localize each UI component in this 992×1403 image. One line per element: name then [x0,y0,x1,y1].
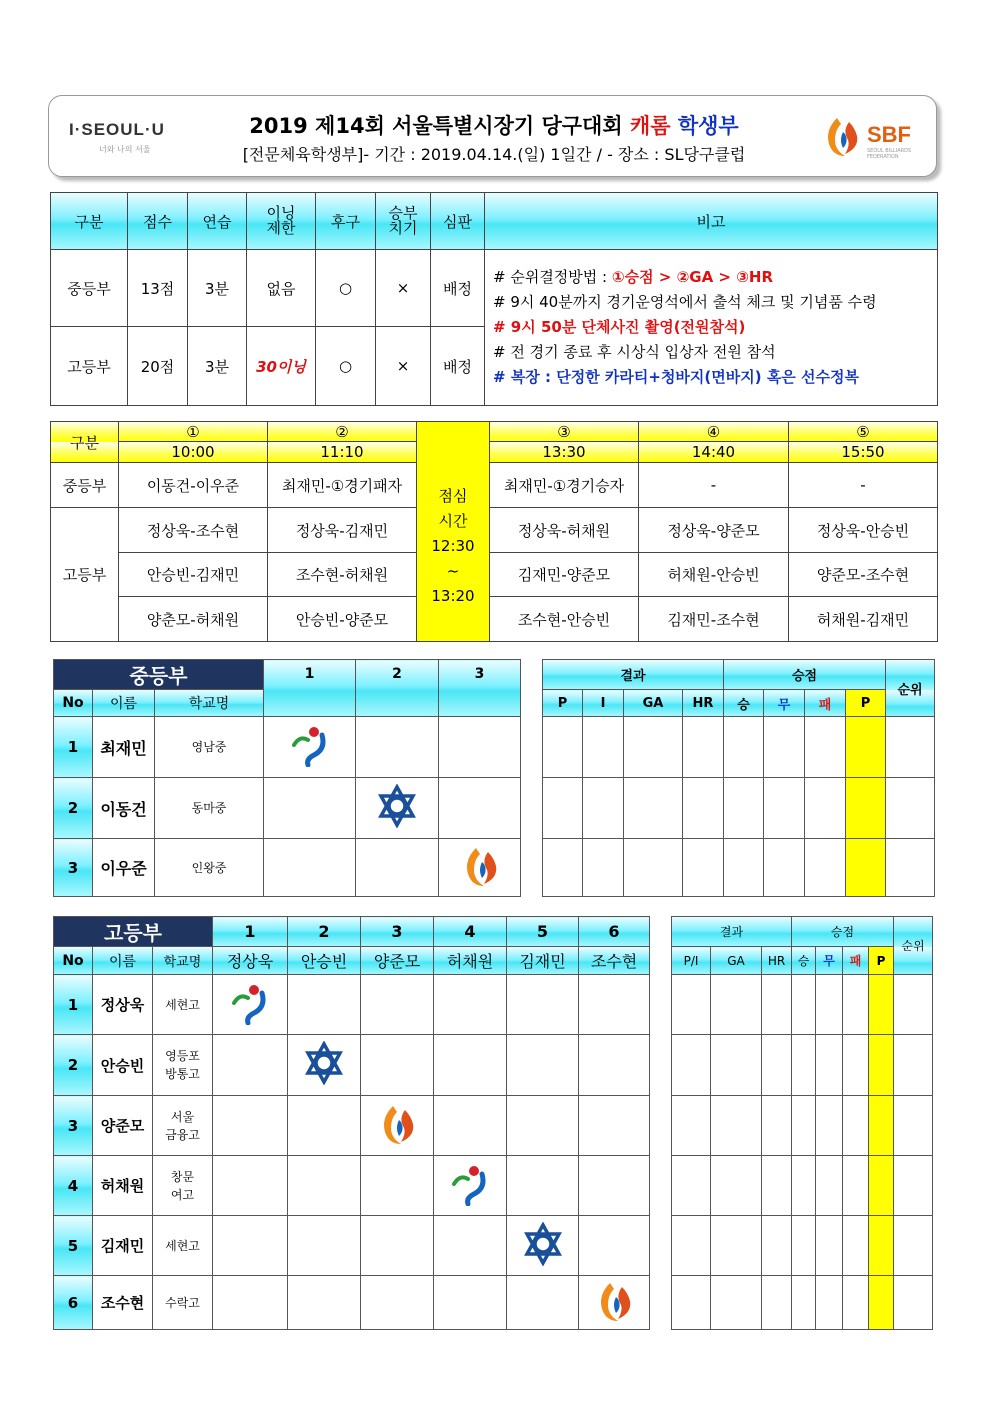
school-line-2: 여고 [170,1187,195,1202]
lunch-label-1: 점심 [438,487,468,505]
rules-row-division: 고등부 [51,327,128,406]
col-i: I [583,690,624,717]
player-no: 2 [54,778,93,839]
rules-head-break: 후구 [316,193,376,250]
match-cell [439,717,521,778]
note-ranking [493,265,937,290]
lunch-label-2: 시간 [438,512,468,530]
middle-rank-head: 순위 [886,660,935,717]
match-cell [356,839,439,897]
player-no: 5 [54,1216,93,1276]
player-school [153,975,213,1035]
col-loss: 패 [843,947,869,975]
high-col-num: 3 [361,917,434,947]
sbf-flame-icon [592,1279,636,1323]
col-loss: 패 [805,690,846,717]
player-name: 이동건 [93,778,155,839]
note-photo: # 9시 50분 단체사진 촬영(전원참석) [493,318,746,336]
sbf-flame-icon [458,844,502,888]
note-ranking-text: ①승점 > ②GA > ③HR [611,268,774,286]
schedule-table [50,421,938,642]
sched-match: - [639,463,789,508]
page-title [214,110,774,140]
player-name: 양준모 [93,1096,153,1156]
high-rank-head: 순위 [894,917,933,975]
col-win: 승 [724,690,764,717]
rules-row-points: 13점 [128,250,188,327]
rules-table [50,192,938,406]
high-col-num: 1 [213,917,288,947]
sched-round-time: 15:50 [789,442,938,463]
self-match-cell [434,1156,507,1216]
col-pi: P/I [672,947,711,975]
title-event: 캐롬 [629,114,671,138]
middle-points-head: 승점 [724,660,886,690]
sbf-flame-icon [375,1102,419,1146]
sched-match: 안승빈-김재민 [119,553,268,597]
header-banner [48,95,937,177]
school-line-1: 영등포 [165,1049,200,1063]
sched-middle-label: 중등부 [51,463,119,508]
player-school: 동마중 [155,778,264,839]
rules-head-inning [247,193,316,250]
middle-head-school: 학교명 [155,690,264,717]
player-no: 3 [54,1096,93,1156]
rules-head-notes: 비고 [485,193,938,250]
rules-row-referee: 배정 [431,327,485,406]
rules-head-bank-l1: 승부 [388,204,418,222]
player-school [153,1096,213,1156]
knot-emblem-icon [521,1222,565,1266]
rules-head-referee: 심판 [431,193,485,250]
school-line-1: 세현고 [165,1238,200,1253]
rules-row-bank: × [376,327,431,406]
note-ranking-prefix: # 순위결정방법 : [493,268,612,286]
high-group-title: 고등부 [54,917,213,947]
title-main: 2019 제14회 서울특별시장기 당구대회 [249,114,623,138]
sbf-flame-icon [819,114,863,158]
rules-row-referee: 배정 [431,250,485,327]
player-name: 이우준 [93,839,155,897]
rules-row-break: ○ [316,327,376,406]
player-no: 2 [54,1035,93,1096]
rules-head-points: 점수 [128,193,188,250]
rules-row-practice: 3분 [188,327,247,406]
sched-round-num: ② [268,422,417,442]
title-division: 학생부 [677,114,739,138]
self-match-cell [439,839,521,897]
col-draw: 무 [816,947,843,975]
rules-row-practice: 3분 [188,250,247,327]
high-col-name: 양준모 [361,947,434,975]
player-name: 김재민 [93,1216,153,1276]
high-points-head: 승점 [792,917,894,947]
middle-col-head: 3 [439,660,521,717]
sched-match: 최재민-①경기승자 [490,463,639,508]
player-school [153,1216,213,1276]
sched-match: 허채원-김재민 [789,597,938,642]
high-col-name: 정상욱 [213,947,288,975]
sched-match: 조수현-안승빈 [490,597,639,642]
high-head-name: 이름 [93,947,153,975]
sched-high-label: 고등부 [51,508,119,642]
sched-match: 양춘모-허채원 [119,597,268,642]
player-no: 6 [54,1276,93,1330]
sched-round-time: 11:10 [268,442,417,463]
rules-row-division: 중등부 [51,250,128,327]
i-seoul-u-logo [69,120,189,160]
high-col-name: 조수현 [579,947,650,975]
rules-head-practice: 연습 [188,193,247,250]
seoul-emblem-icon [448,1162,492,1206]
col-p: P [543,690,583,717]
seoul-emblem-icon [288,723,332,767]
sched-match: - [789,463,938,508]
high-col-num: 2 [288,917,361,947]
knot-emblem-icon [302,1041,346,1085]
rules-row-points: 20점 [128,327,188,406]
sched-head-division: 구분 [51,422,119,463]
school-line-1: 서울 [170,1109,195,1124]
self-match-cell [356,778,439,839]
sched-match: 김재민-양준모 [490,553,639,597]
high-results-head: 결과 [672,917,792,947]
sched-match: 정상욱-허채원 [490,508,639,553]
self-match-cell [579,1276,650,1330]
lunch-end: 13:20 [431,587,475,605]
player-name: 최재민 [93,717,155,778]
player-name: 허채원 [93,1156,153,1216]
middle-results-table [542,659,935,897]
self-match-cell [288,1035,361,1096]
school-line-2: 금융고 [165,1127,200,1142]
middle-group-table [53,659,521,897]
sched-match: 정상욱-조수현 [119,508,268,553]
player-no: 1 [54,717,93,778]
sched-match: 양준모-조수현 [789,553,938,597]
school-line-1: 창문 [170,1169,195,1184]
player-no: 3 [54,839,93,897]
high-head-school: 학교명 [153,947,213,975]
player-no: 4 [54,1156,93,1216]
note-dress: # 복장 : 단정한 카라티+청바지(면바지) 혹은 선수정복 [493,368,859,386]
rules-row-bank: × [376,250,431,327]
high-col-num: 6 [579,917,650,947]
sbf-logo [819,114,929,160]
high-col-name: 안승빈 [288,947,361,975]
high-col-num: 4 [434,917,507,947]
seoul-emblem-icon [228,981,272,1025]
rules-head-division: 구분 [51,193,128,250]
school-line-2: 방통고 [165,1067,200,1081]
match-cell [264,778,356,839]
sched-match: 안승빈-양준모 [268,597,417,642]
sched-round-time: 10:00 [119,442,268,463]
note-attendance: # 9시 40분까지 경기운영석에서 출석 체크 및 기념품 수령 [493,293,877,311]
sched-match: 조수현-허채원 [268,553,417,597]
high-col-num: 5 [507,917,579,947]
sched-round-num: ① [119,422,268,442]
sched-match: 정상욱-양준모 [639,508,789,553]
col-hr: HR [683,690,724,717]
col-ga: GA [624,690,683,717]
logo-right-subtext: SEOUL BILLIARDS FEDERATION [867,148,912,160]
player-school: 인왕중 [155,839,264,897]
sched-round-num: ④ [639,422,789,442]
col-total-points: P [869,947,894,975]
middle-results-head: 결과 [543,660,724,690]
logo-right-text: SBF [867,122,911,147]
logo-left-subtext: 너와 나의 서울 [99,145,151,154]
self-match-cell [213,975,288,1035]
sched-round-num: ③ [490,422,639,442]
rules-row-inning: 30이닝 [247,327,316,406]
middle-group-title: 중등부 [54,660,264,690]
high-head-no: No [54,947,93,975]
knot-emblem-icon [375,784,419,828]
sched-round-num: ⑤ [789,422,938,442]
player-school [153,1035,213,1096]
lunch-tilde: ~ [446,562,460,580]
player-name: 정상욱 [93,975,153,1035]
self-match-cell [361,1096,434,1156]
sched-match: 허채원-안승빈 [639,553,789,597]
match-cell [356,717,439,778]
sched-match: 이동건-이우준 [119,463,268,508]
note-ceremony: # 전 경기 종료 후 시상식 입상자 전원 참석 [493,343,776,361]
rules-head-inning-l1: 이닝 [266,204,296,222]
rules-notes [485,250,938,406]
match-cell [264,839,356,897]
high-col-name: 허채원 [434,947,507,975]
rules-row-inning: 없음 [247,250,316,327]
player-name: 안승빈 [93,1035,153,1096]
middle-col-head: 2 [356,660,439,717]
sched-round-time: 13:30 [490,442,639,463]
sched-match: 정상욱-김재민 [268,508,417,553]
rules-head-bank [376,193,431,250]
school-line-1: 수락고 [165,1295,200,1310]
sched-match: 최재민-①경기패자 [268,463,417,508]
high-col-name: 김재민 [507,947,579,975]
self-match-cell [264,717,356,778]
rules-head-bank-l2: 치기 [388,219,418,237]
player-school [153,1276,213,1330]
middle-head-name: 이름 [93,690,155,717]
player-no: 1 [54,975,93,1035]
player-school [153,1156,213,1216]
page-subtitle: [전문체육학생부]- 기간 : 2019.04.14.(일) 1일간 / - 장소 : SL당구클럽 [242,145,746,164]
player-name: 조수현 [93,1276,153,1330]
lunch-break [417,422,490,642]
match-cell [439,778,521,839]
logo-left-text: I·SEOUL·U [69,120,165,139]
rules-row-break: ○ [316,250,376,327]
col-ga: GA [711,947,762,975]
middle-head-no: No [54,690,93,717]
middle-col-head: 1 [264,660,356,717]
col-draw: 무 [764,690,805,717]
sched-match: 정상욱-안승빈 [789,508,938,553]
school-line-1: 세현고 [165,997,200,1012]
sched-round-time: 14:40 [639,442,789,463]
high-results-table [671,916,933,1330]
self-match-cell [507,1216,579,1276]
col-win: 승 [792,947,816,975]
col-hr: HR [762,947,792,975]
player-school: 영남중 [155,717,264,778]
col-total-points: P [846,690,886,717]
rules-head-inning-l2: 제한 [266,219,296,237]
sched-match: 김재민-조수현 [639,597,789,642]
lunch-start: 12:30 [431,537,475,555]
high-group-table [53,916,650,1330]
